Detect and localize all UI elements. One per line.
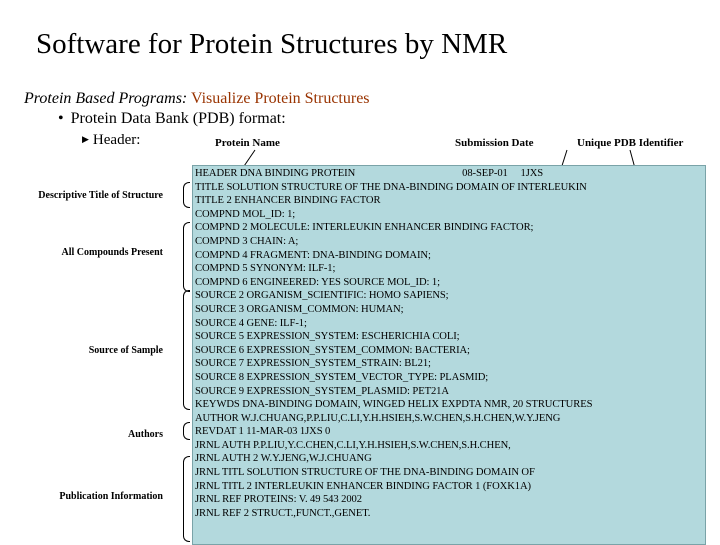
pdb-record-line: COMPND 3 CHAIN: A; bbox=[195, 235, 299, 247]
pdb-record-line: JRNL TITL 2 INTERLEUKIN ENHANCER BINDING FACTOR 1 (FOXK1A) bbox=[195, 480, 531, 492]
pdb-record-line: JRNL REF 2 STRUCT.,FUNCT.,GENET. bbox=[195, 507, 371, 519]
pdb-record-line: COMPND 2 MOLECULE: INTERLEUKIN ENHANCER BINDING FACTOR; bbox=[195, 222, 534, 234]
pdb-record-line: SOURCE 4 GENE: ILF-1; bbox=[195, 317, 307, 329]
bullet-text: Protein Data Bank (PDB) format: bbox=[70, 110, 286, 127]
pdb-record-line: HEADER DNA BINDING PROTEIN 08-SEP-01 1JXS bbox=[195, 168, 544, 179]
pdb-header-panel bbox=[192, 165, 706, 545]
pdb-record-line: JRNL AUTH P.P.LIU,Y.C.CHEN,C.LI,Y.H.HSIEH,S.W.CHEN,S.H.CHEN, bbox=[195, 439, 511, 451]
slide-title: Software for Protein Structures by NMR bbox=[36, 28, 508, 60]
side-label-compounds: All Compounds Present bbox=[61, 247, 163, 258]
pdb-record-line: SOURCE 8 EXPRESSION_SYSTEM_VECTOR_TYPE: PLASMID; bbox=[195, 371, 489, 383]
pdb-record-line: SOURCE 9 EXPRESSION_SYSTEM_PLASMID: PET21A bbox=[195, 385, 449, 397]
bullet-dot: • bbox=[58, 110, 64, 127]
pdb-record-line: AUTHOR W.J.CHUANG,P.P.LIU,C.LI,Y.H.HSIEH,S.W.CHEN,S.H.CHEN,W.Y.JENG bbox=[195, 412, 561, 424]
pdb-record-line: COMPND 6 ENGINEERED: YES SOURCE MOL_ID: 1; bbox=[195, 276, 440, 288]
pdb-record-line: REVDAT 1 11-MAR-03 1JXS 0 bbox=[195, 426, 331, 438]
side-label-title: Descriptive Title of Structure bbox=[38, 190, 163, 201]
pdb-record-line: SOURCE 7 EXPRESSION_SYSTEM_STRAIN: BL21; bbox=[195, 358, 431, 370]
pdb-identifier-label: Unique PDB Identifier bbox=[577, 137, 684, 149]
pdb-record-line: SOURCE 3 ORGANISM_COMMON: HUMAN; bbox=[195, 303, 404, 315]
side-label-authors: Authors bbox=[127, 429, 163, 440]
subtitle-lead: Protein Based Programs: bbox=[24, 90, 188, 107]
pdb-record-line: COMPND 5 SYNONYM: ILF-1; bbox=[195, 263, 336, 275]
brace-compounds bbox=[183, 222, 190, 292]
pdb-record-line: SOURCE 5 EXPRESSION_SYSTEM: ESCHERICHIA COLI; bbox=[195, 331, 460, 343]
side-label-source: Source of Sample bbox=[88, 345, 163, 356]
pdb-record-list bbox=[193, 166, 705, 520]
brace-title bbox=[183, 182, 190, 208]
brace-publication bbox=[183, 456, 190, 542]
brace-authors bbox=[183, 422, 190, 440]
pdb-record-line: TITLE SOLUTION STRUCTURE OF THE DNA-BINDING DOMAIN OF INTERLEUKIN bbox=[195, 181, 587, 193]
brace-source bbox=[183, 290, 190, 410]
protein-name-label: Protein Name bbox=[215, 137, 280, 149]
pdb-record-line: SOURCE 2 ORGANISM_SCIENTIFIC: HOMO SAPIENS; bbox=[195, 290, 449, 302]
pdb-record-line: JRNL TITL SOLUTION STRUCTURE OF THE DNA-BINDING DOMAIN OF bbox=[195, 467, 535, 479]
arrow-right-icon: ▶ bbox=[82, 134, 89, 144]
subtitle-accent: Visualize Protein Structures bbox=[190, 90, 370, 107]
pdb-record-line: COMPND MOL_ID: 1; bbox=[195, 208, 296, 220]
submission-date-label: Submission Date bbox=[455, 137, 534, 149]
pdb-record-line: JRNL AUTH 2 W.Y.JENG,W.J.CHUANG bbox=[195, 453, 372, 465]
pdb-record-line: TITLE 2 ENHANCER BINDING FACTOR bbox=[195, 195, 381, 207]
pdb-record-line: COMPND 4 FRAGMENT: DNA-BINDING DOMAIN; bbox=[195, 249, 431, 261]
pdb-record-line: JRNL REF PROTEINS: V. 49 543 2002 bbox=[195, 494, 362, 506]
pdb-record-line: SOURCE 6 EXPRESSION_SYSTEM_COMMON: BACTERIA; bbox=[195, 344, 470, 356]
header-label-text: Header: bbox=[92, 132, 141, 148]
side-label-publication: Publication Information bbox=[59, 491, 163, 502]
pdb-record-line: KEYWDS DNA-BINDING DOMAIN, WINGED HELIX EXPDTA NMR, 20 STRUCTURES bbox=[195, 399, 593, 411]
